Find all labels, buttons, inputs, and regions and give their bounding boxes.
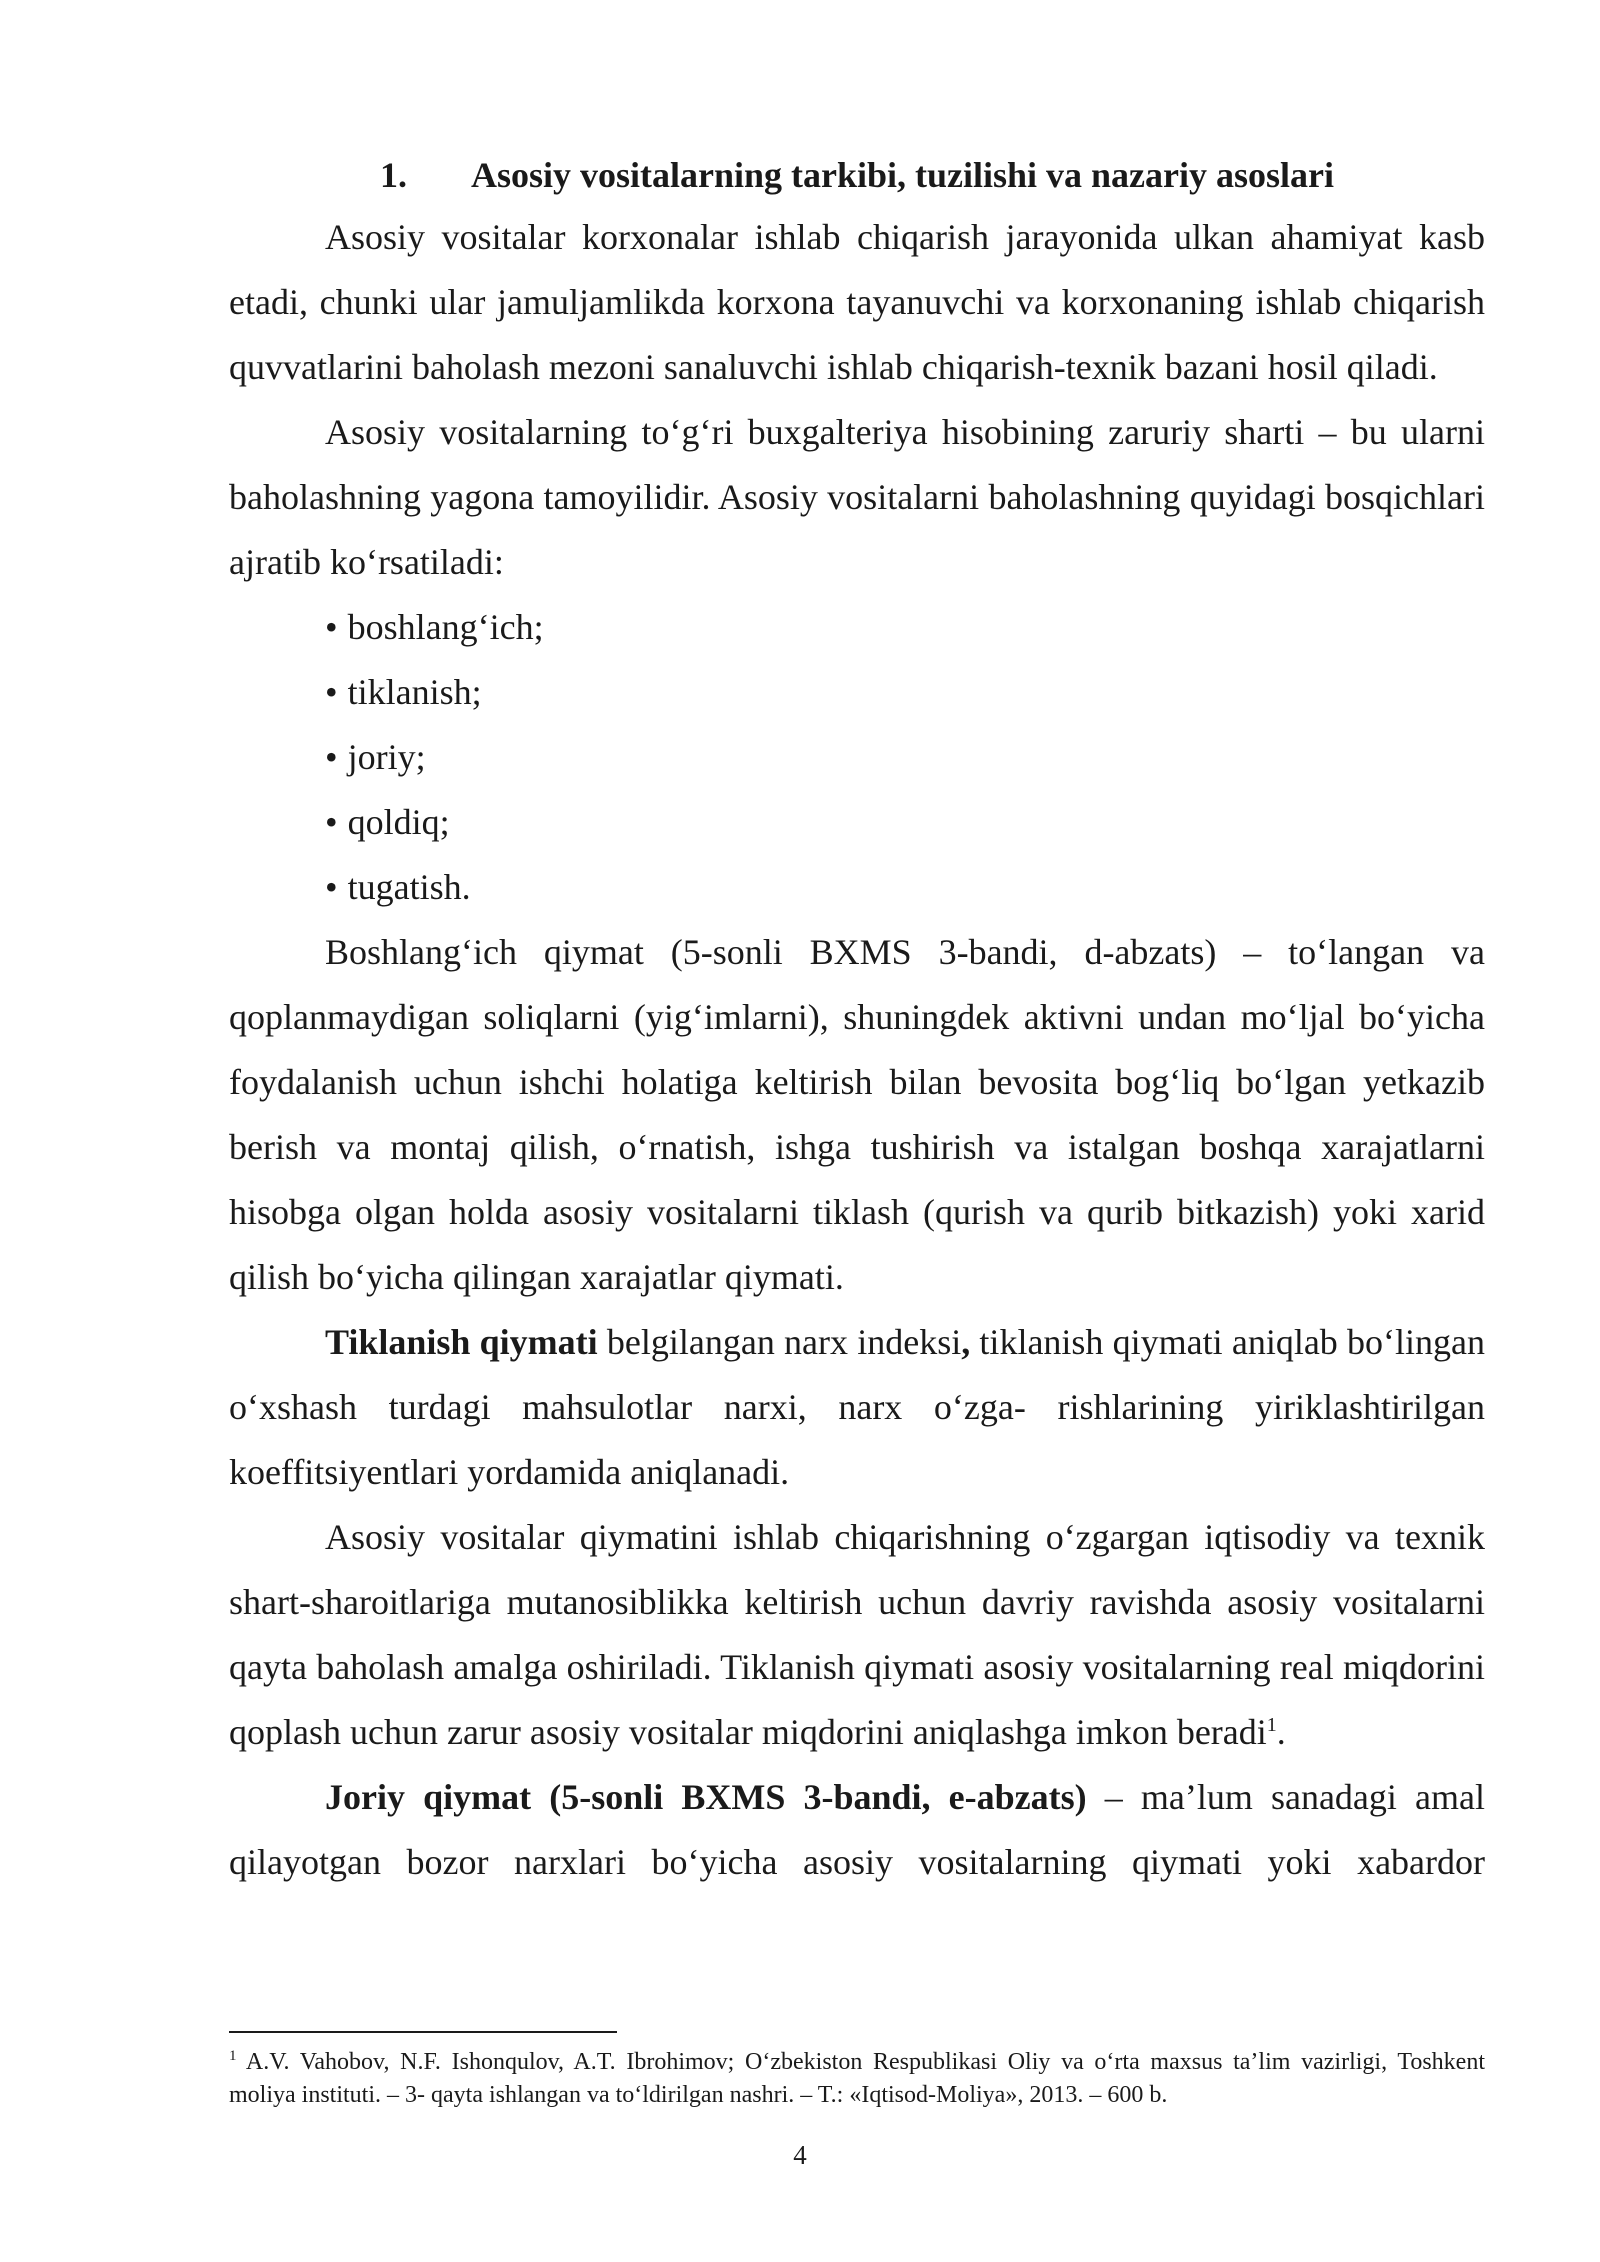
list-item: • tiklanish; [325, 672, 482, 712]
list-item: • boshlang‘ich; [325, 607, 544, 647]
footnote [229, 2046, 1485, 2112]
bullet-icon: • [325, 607, 338, 647]
bullet-icon: • [325, 737, 338, 777]
footnote-reference[interactable]: 1 [1266, 1714, 1277, 1736]
page-number: 4 [793, 2140, 807, 2170]
paragraph-valuation-principle: Asosiy vositalarning to‘g‘ri buxgalteriya hisobining zaruriy sharti – bu ularni baholashning yagona tamoyilidir. Asosiy vositalarni baholashning quyidagi bosqichlari ajratib ko‘rsatiladi: [229, 412, 1485, 582]
page-body [229, 145, 1485, 1895]
paragraph-recovery-value: Tiklanish qiymati belgilangan narx indeksi, tiklanish qiymati aniqlab bo‘lingan o‘xshash turdagi mahsulotlar narxi, narx o‘zga- rishlarining yiriklashtirilgan koeffitsiyentlari yordamida aniqlanadi. [229, 1322, 1485, 1492]
bullet-icon: • [325, 802, 338, 842]
list-item: • qoldiq; [325, 802, 450, 842]
footnote-separator [229, 2031, 617, 2033]
section-heading [229, 145, 1485, 205]
section-title: Asosiy vositalarning tarkibi, tuzilishi va nazariy asoslari [470, 155, 1335, 195]
term-recovery-value: Tiklanish qiymati [325, 1322, 598, 1362]
bullet-icon: • [325, 672, 338, 712]
footnote-mark: 1 [229, 2048, 237, 2064]
list-item: • joriy; [325, 737, 426, 777]
paragraph-current-value: Joriy qiymat (5-sonli BXMS 3-bandi, e-abzats) – ma’lum sanadagi amal qilayotgan bozor narxlari bo‘yicha asosiy vositalarning qiymati yoki xabardor [229, 1777, 1485, 1882]
list-item: • tugatish. [325, 867, 471, 907]
bullet-icon: • [325, 867, 338, 907]
paragraph-intro: Asosiy vositalar korxonalar ishlab chiqarish jarayonida ulkan ahamiyat kasb etadi, chunki ular jamuljamlikda korxona tayanuvchi va korxonaning ishlab chiqarish quvvatlarini baholash mezoni sanaluvchi ishlab chiqarish-texnik bazani hosil qiladi. [229, 217, 1485, 387]
term-current-value: Joriy qiymat (5-sonli BXMS 3-bandi, e-abzats) [325, 1777, 1087, 1817]
footnote-text: A.V. Vahobov, N.F. Ishonqulov, A.T. Ibrohimov; O‘zbekiston Respublikasi Oliy va o‘rta maxsus ta’lim vazirligi, Toshkent moliya instituti. – 3- qayta ishlangan va to‘ldirilgan nashri. – T.: «Iqtisod-Moliya», 2013. – 600 b. [229, 2049, 1485, 2108]
paragraph-initial-value: Boshlang‘ich qiymat (5-sonli BXMS 3-bandi, d-abzats) – to‘langan va qoplanmaydigan soliqlarni (yig‘imlarni), shuningdek aktivni undan mo‘ljal bo‘yicha foydalanish uchun ishchi holatiga keltirish bilan bevosita bog‘liq bo‘lgan yetkazib berish va montaj qilish, o‘rnatish, ishga tushirish va istalgan boshqa xarajatlarni hisobga olgan holda asosiy vositalarni tiklash (qurish va qurib bitkazish) yoki xarid qilish bo‘yicha qilingan xarajatlar qiymati. [229, 932, 1485, 1297]
paragraph-revaluation: Asosiy vositalar qiymatini ishlab chiqarishning o‘zgargan iqtisodiy va texnik shart-sharoitlariga mutanosiblikka keltirish uchun davriy ravishda asosiy vositalarni qayta baholash amalga oshiriladi. Tiklanish qiymati asosiy vositalarning real miqdorini qoplash uchun zarur asosiy vositalar miqdorini aniqlashga imkon beradi$^1$. [229, 1517, 1485, 1752]
section-number: 1. [379, 155, 407, 195]
